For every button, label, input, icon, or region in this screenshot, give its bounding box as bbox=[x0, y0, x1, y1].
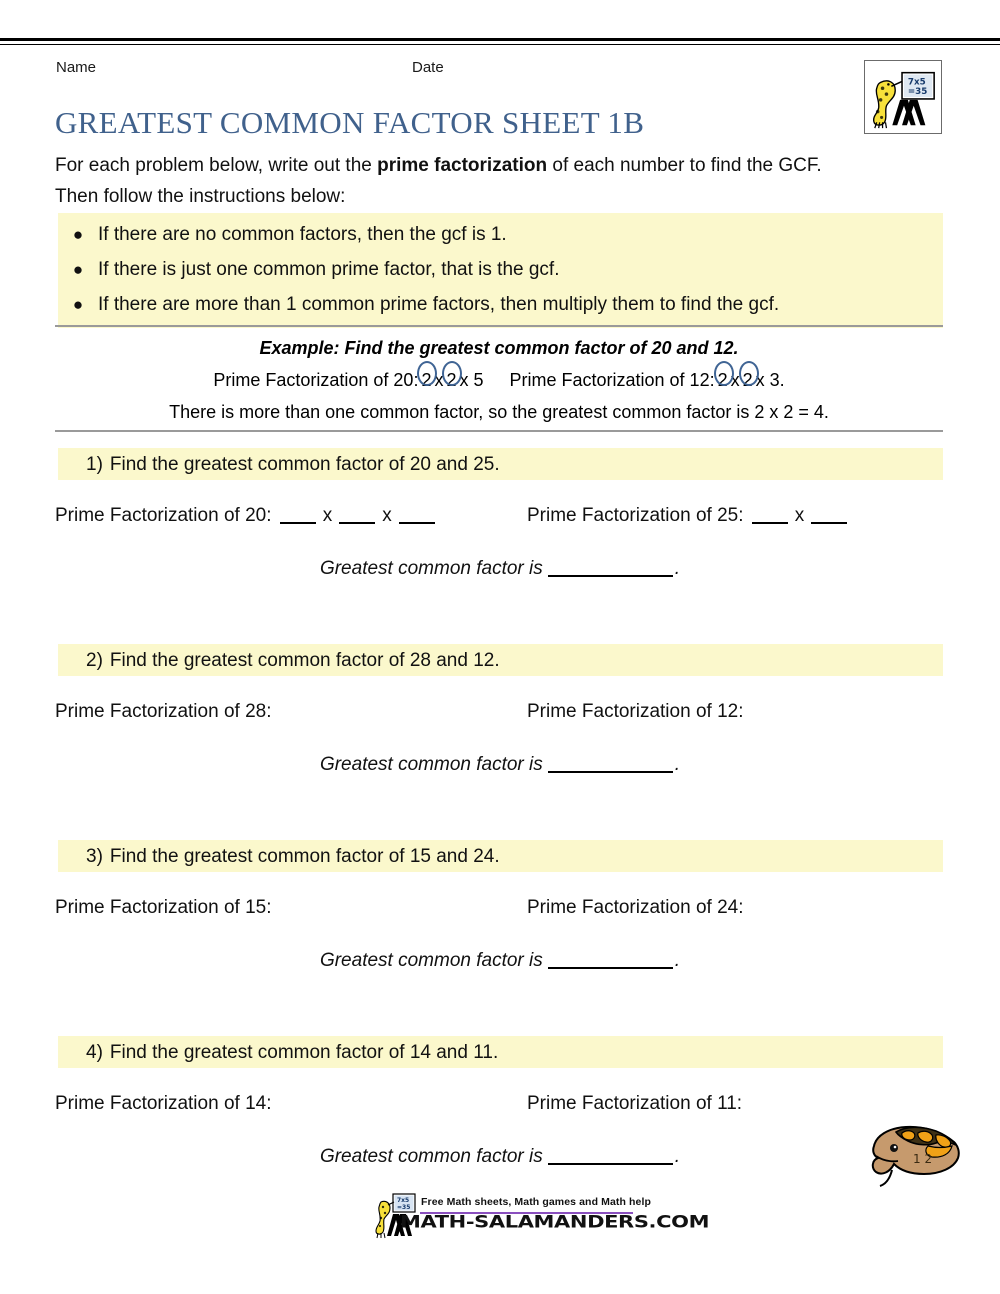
svg-text:=35: =35 bbox=[907, 87, 928, 98]
gcf-answer-label: Greatest common factor is bbox=[319, 1146, 543, 1167]
problem-left-factorization bbox=[55, 701, 271, 723]
answer-blank[interactable] bbox=[752, 522, 788, 524]
bullet-text: If there are more than 1 common prime factors, then multiply them to find the gcf. bbox=[98, 294, 780, 315]
example-block bbox=[55, 332, 943, 428]
svg-text:7x5: 7x5 bbox=[397, 1197, 410, 1204]
mascot-salamander bbox=[866, 1108, 961, 1188]
answer-blank[interactable] bbox=[339, 522, 375, 524]
problem-right-factorization bbox=[527, 505, 850, 527]
x-symbol: x bbox=[794, 505, 805, 526]
bullet-dot-icon: ● bbox=[72, 225, 84, 244]
salamander-mascot-icon bbox=[866, 1108, 961, 1188]
gcf-answer-blank[interactable] bbox=[548, 575, 673, 577]
problem-heading bbox=[86, 647, 500, 674]
svg-text:=35: =35 bbox=[397, 1204, 411, 1211]
top-divider-thin bbox=[0, 44, 1000, 45]
problem-heading bbox=[86, 1039, 498, 1066]
footer-logo[interactable] bbox=[373, 1192, 710, 1250]
example-factorizations bbox=[55, 364, 943, 396]
problem-heading bbox=[86, 843, 500, 870]
gcf-answer-label: Greatest common factor is bbox=[319, 950, 543, 971]
svg-text:7x5: 7x5 bbox=[907, 77, 926, 88]
gcf-period: . bbox=[674, 950, 681, 971]
gcf-answer-label: Greatest common factor is bbox=[319, 558, 543, 579]
bullet-dot-icon: ● bbox=[72, 295, 84, 314]
gcf-period: . bbox=[674, 558, 681, 579]
problem-heading-text: Find the greatest common factor of 15 and 24. bbox=[109, 846, 500, 867]
example-title: Example: Find the greatest common factor of 20 and 12. bbox=[259, 338, 739, 358]
gcf-answer-blank[interactable] bbox=[548, 967, 673, 969]
problem-gcf-answer-line bbox=[0, 754, 1000, 776]
bullet-dot-icon: ● bbox=[72, 260, 84, 279]
example-divider-bottom bbox=[55, 430, 943, 432]
x-symbol: x bbox=[382, 505, 392, 526]
problem-left-factorization bbox=[55, 1093, 271, 1115]
date-label: Date bbox=[412, 59, 444, 76]
problem-left-factorization bbox=[55, 897, 271, 919]
left-label: Prime Factorization of 20: bbox=[55, 505, 272, 526]
name-label: Name bbox=[56, 59, 97, 76]
left-label: Prime Factorization of 28: bbox=[55, 701, 272, 722]
instruction-bullets bbox=[58, 213, 943, 328]
salamander-blackboard-logo-icon bbox=[865, 61, 941, 133]
problem-number: 4) bbox=[86, 1042, 103, 1063]
problem-gcf-answer-line bbox=[0, 950, 1000, 972]
page-title: GREATEST COMMON FACTOR SHEET 1B bbox=[55, 105, 645, 140]
example-left-factor-1: 2 bbox=[418, 364, 434, 396]
intro-line2: Then follow the instructions below: bbox=[55, 186, 346, 207]
right-label: Prime Factorization of 11: bbox=[527, 1093, 743, 1114]
problem-heading-text: Find the greatest common factor of 14 and 11. bbox=[109, 1042, 499, 1063]
bullet-item bbox=[58, 252, 943, 287]
example-left-x1: x bbox=[434, 370, 444, 390]
x-symbol: x bbox=[322, 505, 333, 526]
answer-blank[interactable] bbox=[280, 522, 316, 524]
example-left-tail: x 5 bbox=[459, 370, 484, 390]
problem-heading bbox=[86, 451, 500, 478]
bullet-item bbox=[58, 287, 943, 322]
right-label: Prime Factorization of 25: bbox=[527, 505, 744, 526]
example-right-factor-1: 2 bbox=[715, 364, 731, 396]
footer-url[interactable]: MATH-SALAMANDERS.COM bbox=[400, 1212, 710, 1232]
bullet-item bbox=[58, 217, 943, 252]
example-right-label: Prime Factorization of 12: bbox=[509, 370, 715, 390]
problem-left-factorization bbox=[55, 505, 438, 527]
example-right-x1: x bbox=[730, 370, 740, 390]
footer-tagline: Free Math sheets, Math games and Math help bbox=[421, 1196, 651, 1208]
problem-number: 3) bbox=[86, 846, 103, 867]
intro-paragraph bbox=[55, 150, 945, 212]
left-label: Prime Factorization of 15: bbox=[55, 897, 272, 918]
gcf-answer-blank[interactable] bbox=[548, 1163, 673, 1165]
problem-number: 1) bbox=[86, 454, 103, 475]
right-label: Prime Factorization of 24: bbox=[527, 897, 744, 918]
right-label: Prime Factorization of 12: bbox=[527, 701, 744, 722]
top-divider-thick bbox=[0, 38, 1000, 41]
header-logo bbox=[864, 60, 942, 134]
problem-gcf-answer-line bbox=[0, 1146, 1000, 1168]
left-label: Prime Factorization of 14: bbox=[55, 1093, 272, 1114]
problem-right-factorization bbox=[527, 897, 743, 919]
mascot-marking-text: 1 2 bbox=[913, 1152, 933, 1166]
example-right-tail: x 3. bbox=[755, 370, 785, 390]
example-left-factor-2: 2 bbox=[443, 364, 459, 396]
example-right-factor-2: 2 bbox=[740, 364, 756, 396]
gcf-answer-label: Greatest common factor is bbox=[319, 754, 543, 775]
intro-line1-bold: prime factorization bbox=[377, 155, 548, 176]
problem-heading-text: Find the greatest common factor of 20 and 25. bbox=[109, 454, 500, 475]
intro-line1-before: For each problem below, write out the bbox=[55, 155, 378, 176]
problem-heading-text: Find the greatest common factor of 28 and 12. bbox=[109, 650, 500, 671]
gcf-answer-blank[interactable] bbox=[548, 771, 673, 773]
gcf-period: . bbox=[674, 754, 681, 775]
example-divider-top bbox=[55, 325, 943, 327]
example-conclusion: There is more than one common factor, so the greatest common factor is 2 x 2 = 4. bbox=[169, 402, 829, 422]
problem-number: 2) bbox=[86, 650, 103, 671]
intro-line1-after: of each number to find the GCF. bbox=[547, 155, 822, 176]
gcf-period: . bbox=[674, 1146, 681, 1167]
problem-gcf-answer-line bbox=[0, 558, 1000, 580]
problem-right-factorization bbox=[527, 1093, 742, 1115]
answer-blank[interactable] bbox=[811, 522, 847, 524]
answer-blank[interactable] bbox=[399, 522, 435, 524]
problem-right-factorization bbox=[527, 701, 743, 723]
example-left-label: Prime Factorization of 20: bbox=[213, 370, 419, 390]
bullet-text: If there is just one common prime factor, that is the gcf. bbox=[98, 259, 560, 280]
bullet-text: If there are no common factors, then the gcf is 1. bbox=[98, 224, 507, 245]
